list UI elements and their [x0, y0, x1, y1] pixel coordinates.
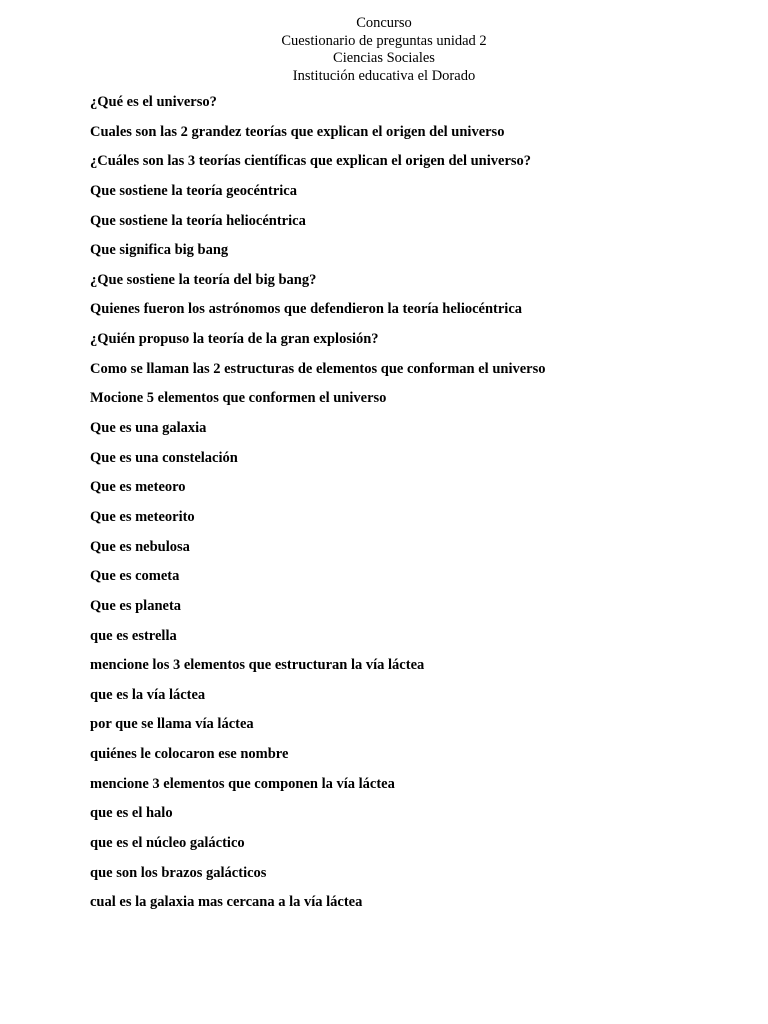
question-item: Que sostiene la teoría heliocéntrica — [90, 212, 306, 229]
question-item: Que es nebulosa — [90, 538, 190, 555]
question-item: Que es planeta — [90, 597, 182, 614]
question-item: ¿Que sostiene la teoría del big bang? — [90, 271, 317, 288]
question-item: Que sostiene la teoría geocéntrica — [90, 182, 297, 199]
header-institution: Institución educativa el Dorado — [292, 67, 476, 84]
question-item: Que es una constelación — [90, 449, 238, 466]
question-item: que es el núcleo galáctico — [90, 835, 245, 852]
question-item: Que es cometa — [90, 568, 180, 585]
question-item: mencione 3 elementos que componen la vía láctea — [90, 775, 395, 792]
question-item: Como se llaman las 2 estructuras de elementos que conforman el universo — [90, 360, 546, 377]
question-item: quiénes le colocaron ese nombre — [90, 746, 289, 763]
document-header — [0, 15, 768, 85]
question-item: mencione los 3 elementos que estructuran la vía láctea — [90, 657, 425, 674]
question-list — [90, 94, 730, 924]
question-item: ¿Cuáles son las 3 teorías científicas que explican el origen del universo? — [90, 153, 532, 170]
question-item: Que es meteoro — [90, 479, 186, 496]
header-subject: Ciencias Sociales — [333, 50, 435, 66]
question-item: que es estrella — [90, 627, 177, 644]
question-item: ¿Quién propuso la teoría de la gran explosión? — [90, 331, 379, 348]
question-item: Que es meteorito — [90, 508, 195, 525]
question-item: Que significa big bang — [90, 242, 229, 259]
header-subtitle: Cuestionario de preguntas unidad 2 — [281, 32, 487, 49]
question-item: ¿Qué es el universo? — [90, 94, 217, 110]
question-item: Quienes fueron los astrónomos que defendieron la teoría heliocéntrica — [90, 301, 523, 318]
question-item: que es el halo — [90, 805, 173, 822]
question-item: que es la vía láctea — [90, 686, 206, 703]
question-item: Que es una galaxia — [90, 420, 207, 437]
question-item: cual es la galaxia mas cercana a la vía láctea — [90, 894, 363, 911]
question-item: que son los brazos galácticos — [90, 864, 267, 881]
question-item: Mocione 5 elementos que conformen el universo — [90, 390, 387, 407]
header-title: Concurso — [356, 15, 412, 31]
question-item: Cuales son las 2 grandez teorías que explican el origen del universo — [90, 123, 505, 140]
question-item: por que se llama vía láctea — [90, 716, 254, 733]
